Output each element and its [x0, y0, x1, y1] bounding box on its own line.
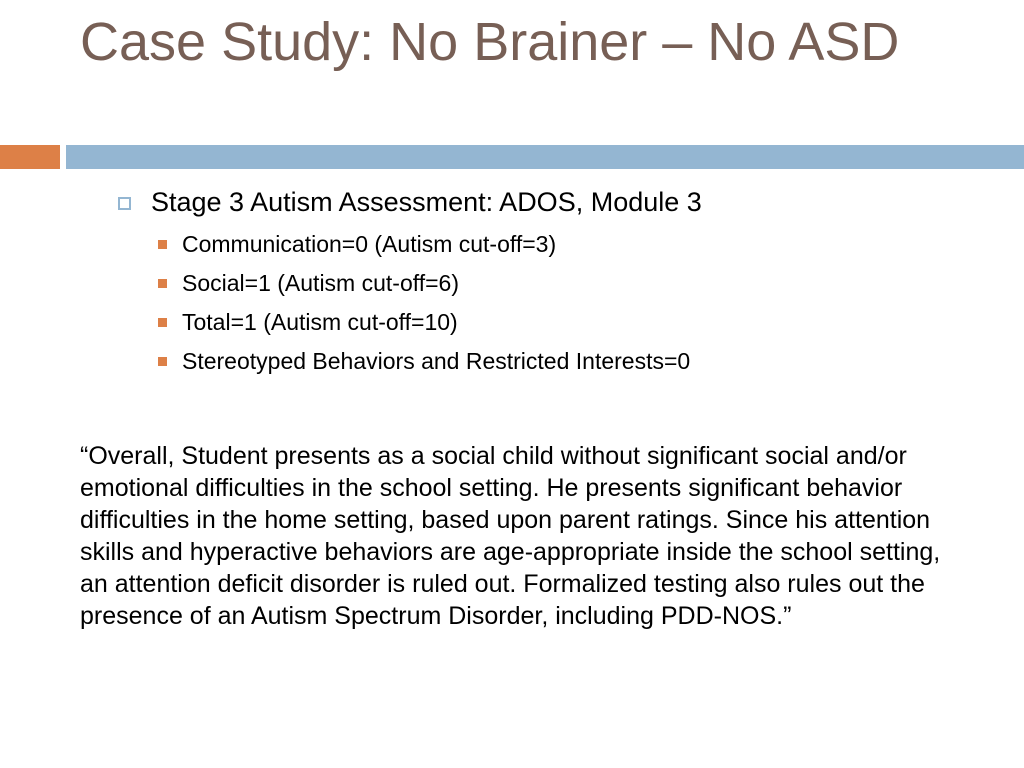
square-bullet-icon	[158, 357, 167, 366]
evaluation-quote: “Overall, Student presents as a social child without significant social and/or emotional difficulties in the school setting. He presents significant behavior difficulties in the home setting, based upon parent ratings. Since his attention skills and hyperactive behaviors are age-appropriate inside the school setting, an attention deficit disorder is ruled out. Formalized testing also rules out the presence of an Autism Spectrum Disorder, including PDD-NOS.”	[80, 442, 941, 630]
hollow-square-bullet-icon	[118, 197, 131, 210]
title-accent-bar-orange	[0, 145, 60, 169]
sub-bullet-text: Total=1 (Autism cut-off=10)	[182, 309, 458, 335]
sub-bullet-text: Communication=0 (Autism cut-off=3)	[182, 231, 557, 257]
title-accent-bar-blue	[66, 145, 1024, 169]
square-bullet-icon	[158, 279, 167, 288]
main-bullet-text: Stage 3 Autism Assessment: ADOS, Module 3	[151, 187, 702, 217]
square-bullet-icon	[158, 318, 167, 327]
sub-bullet-text: Social=1 (Autism cut-off=6)	[182, 270, 459, 296]
square-bullet-icon	[158, 240, 167, 249]
sub-bullet-text: Stereotyped Behaviors and Restricted Interests=0	[182, 348, 691, 374]
slide-title: Case Study: No Brainer – No ASD	[80, 12, 900, 72]
